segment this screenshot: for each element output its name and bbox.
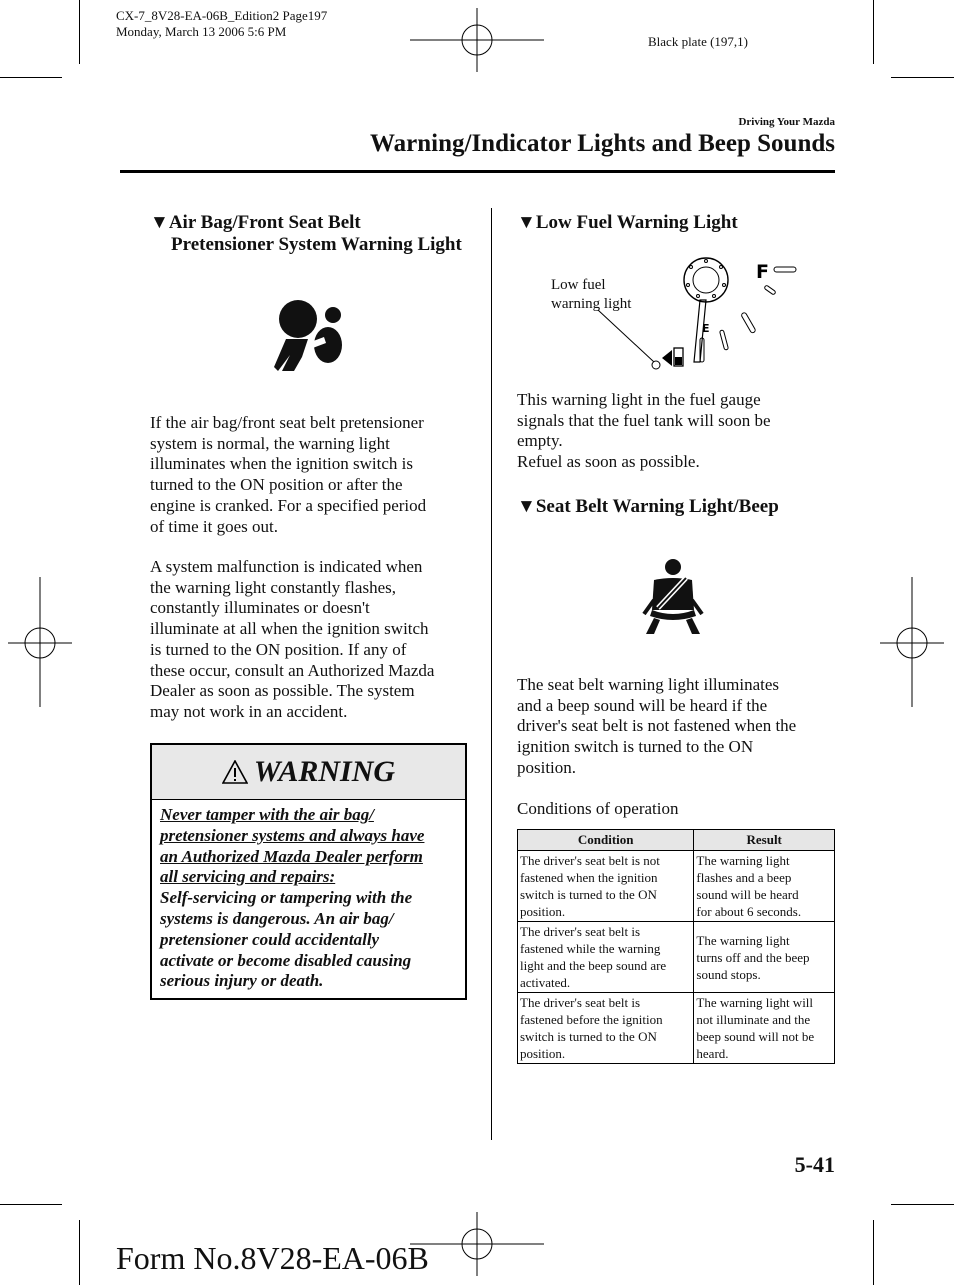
column-divider [491, 208, 492, 1140]
warning-triangle-icon [222, 760, 248, 784]
result-cell: The warning light turns off and the beep sound stops. [694, 922, 835, 993]
fuel-callout: Low fuel warning light [551, 277, 632, 312]
warning-label: WARNING [253, 755, 396, 788]
column-header-result: Result [694, 830, 835, 851]
airbag-paragraph-1: If the air bag/front seat belt pretensioner system is normal, the warning light illuminates when the ignition switch is turned to the ON position or after the engine is cranked. For a specified period of time it goes out. [150, 413, 427, 536]
print-job-info [116, 8, 327, 40]
table-row [518, 851, 835, 922]
result-cell: The warning light will not illuminate and the beep sound will not be heard. [694, 993, 835, 1064]
condition-cell: The driver's seat belt is fastened while the warning light and the beep sound are activated. [518, 922, 694, 993]
fuel-gauge-full-mark: F [756, 261, 769, 283]
registration-mark-right [880, 577, 944, 707]
warning-text: Never tamper with the air bag/ pretensioner systems and always have an Authorized Mazda Dealer perform all servicing and repairs: Self-servicing or tampering with the systems is dangerous. An air bag/ pretensioner could accidentally activate or become disabled causing serious injury or death. [160, 805, 425, 991]
table-header-row [518, 830, 835, 851]
seatbelt-icon [640, 558, 706, 634]
triangle-bullet-icon: ▼ [517, 212, 536, 233]
seatbelt-heading: ▼Seat Belt Warning Light/Beep [517, 496, 779, 517]
section-name: Driving Your Mazda [738, 116, 835, 128]
fuel-heading: ▼Low Fuel Warning Light [517, 212, 738, 233]
plate-label: Black plate (197,1) [648, 34, 748, 49]
seatbelt-paragraph: The seat belt warning light illuminates and a beep sound will be heard if the driver's seat belt is not fastened when the ignition switch is turned to the ON position. [517, 675, 797, 777]
warning-header [152, 745, 465, 800]
registration-mark-bottom [410, 1212, 544, 1276]
page-number: 5-41 [794, 1152, 835, 1177]
airbag-paragraph-2: A system malfunction is indicated when the warning light constantly flashes, constantly illuminates or doesn't illuminate at all when the ignition switch is turned to the ON position. If any of these occur, consult an Authorized Mazda Dealer as soon as possible. The system may not work in an accident. [150, 557, 435, 721]
header-rule [120, 170, 835, 173]
table-row [518, 922, 835, 993]
registration-mark-top [410, 8, 544, 72]
print-job-name: CX-7_8V28-EA-06B_Edition2 Page197 [116, 8, 328, 23]
registration-mark-left [8, 577, 72, 707]
fuel-gauge-illustration [596, 250, 806, 375]
condition-cell: The driver's seat belt is not fastened when the ignition switch is turned to the ON position. [518, 851, 694, 922]
triangle-bullet-icon: ▼ [150, 212, 169, 233]
page-title: Warning/Indicator Lights and Beep Sounds [370, 130, 835, 157]
airbag-heading: ▼Air Bag/Front Seat Belt Pretensioner System Warning Light [150, 212, 462, 255]
airbag-icon [272, 297, 344, 373]
condition-cell: The driver's seat belt is fastened before the ignition switch is turned to the ON position. [518, 993, 694, 1064]
fuel-paragraph: This warning light in the fuel gauge signals that the fuel tank will soon be empty. Refuel as soon as possible. [517, 390, 771, 472]
table-row [518, 993, 835, 1064]
conditions-label: Conditions of operation [517, 799, 679, 818]
conditions-table [517, 829, 835, 1064]
triangle-bullet-icon: ▼ [517, 496, 536, 517]
result-cell: The warning light flashes and a beep sound will be heard for about 6 seconds. [694, 851, 835, 922]
fuel-gauge-empty-mark: E [702, 322, 710, 335]
print-job-date: Monday, March 13 2006 5:6 PM [116, 24, 287, 39]
column-header-condition: Condition [518, 830, 694, 851]
form-number: Form No.8V28-EA-06B [116, 1240, 429, 1276]
warning-box [150, 743, 467, 1000]
